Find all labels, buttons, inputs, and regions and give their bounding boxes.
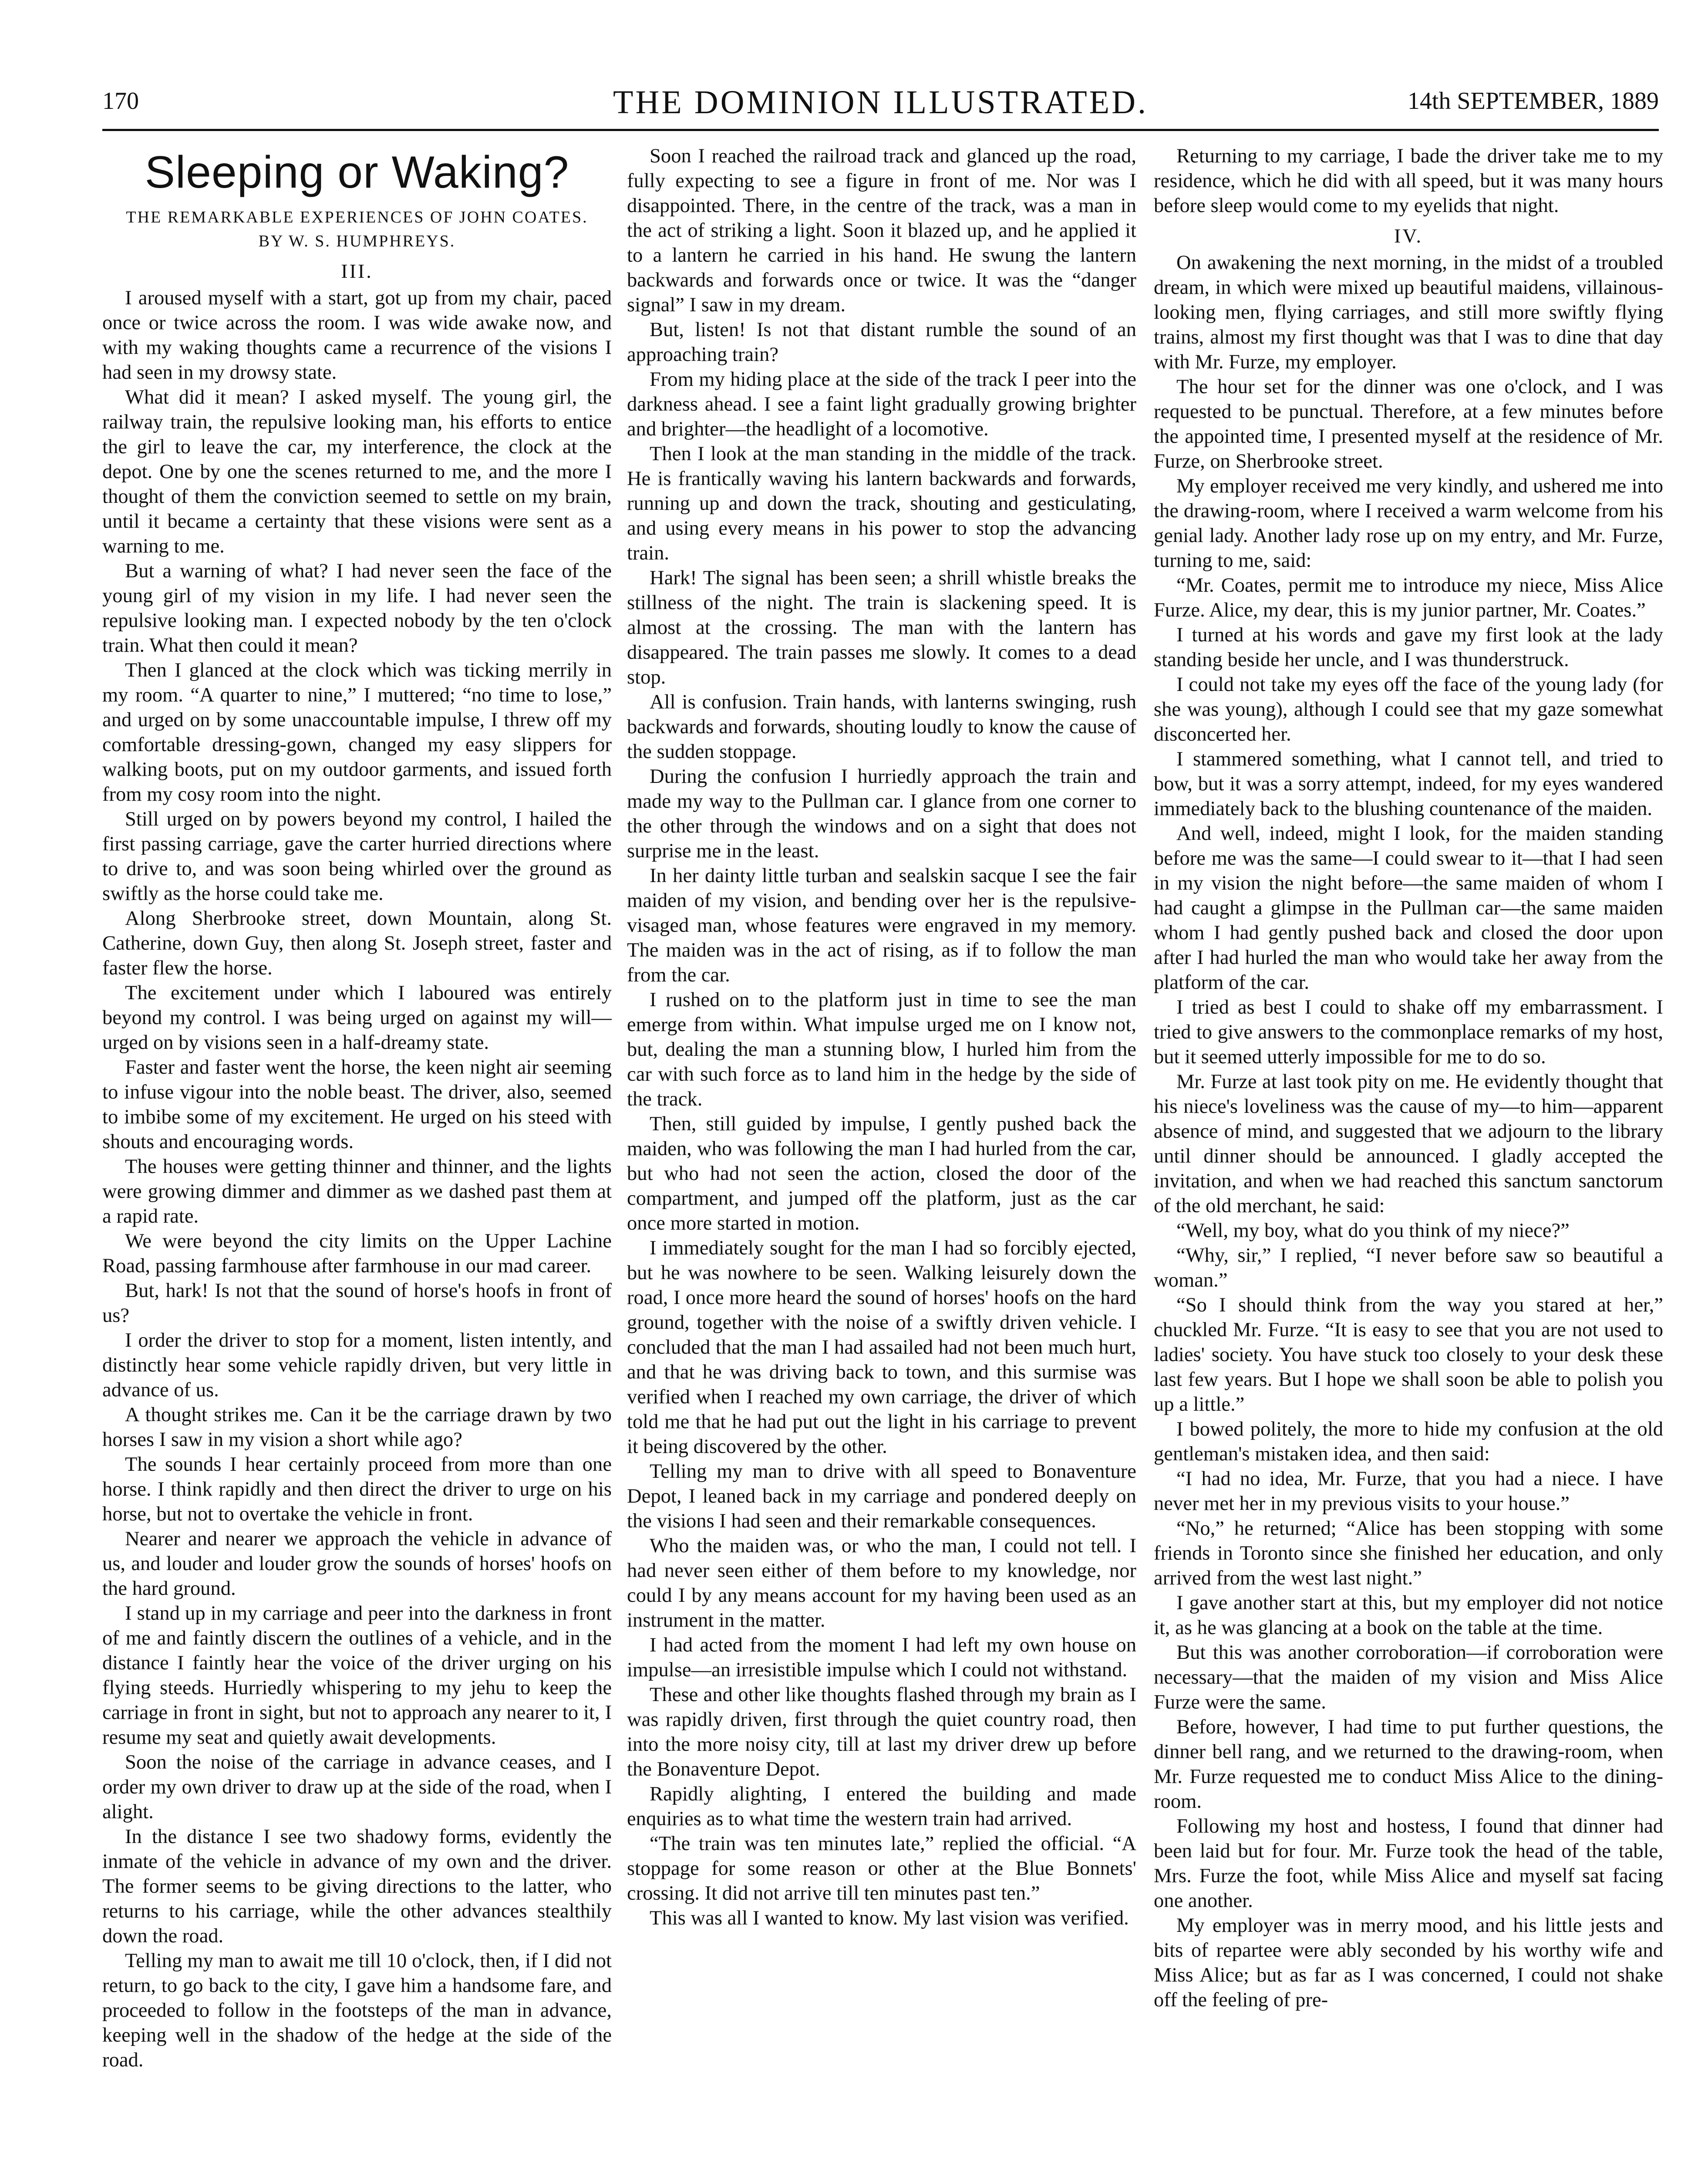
article-paragraph: Soon I reached the railroad track and glanced up the road, fully expecting to see a figure in front of me. Nor was I disappointed. There, in the centre of the track, was a man in the act of striking a light. Soon it blazed up, and he applied it to a lantern he carried in his hand. He swung the lantern backwards and forwards once or twice. It was the “danger signal” I saw in my dream. [627,145,1136,316]
article-paragraph: “Mr. Coates, permit me to introduce my niece, Miss Alice Furze. Alice, my dear, this is my junior partner, Mr. Coates.” [1154,574,1663,621]
article-paragraph: “Why, sir,” I replied, “I never before saw so beautiful a woman.” [1154,1244,1663,1291]
article-paragraph: Then I glanced at the clock which was ticking merrily in my room. “A quarter to nine,” I muttered; “no time to lose,” and urged on by some unaccountable impulse, I threw off my comfortable dressing-gown, changed my easy slippers for walking boots, put on my outdoor garments, and issued forth from my cosy room into the night. [102,659,612,805]
article-paragraph: What did it mean? I asked myself. The young girl, the railway train, the repulsive looking man, his efforts to entice the girl to leave the car, my interference, the clock at the depot. One by one the scenes returned to me, and the more I thought of them the conviction seemed to settle on my brain, until it became a certainty that these visions were sent as a warning to me. [102,386,612,557]
column-3 [1154,144,1663,2177]
article-paragraph: But, hark! Is not that the sound of horse's hoofs in front of us? [102,1279,612,1327]
article-paragraph: I turned at his words and gave my first look at the lady standing beside her uncle, and I was thunderstruck. [1154,623,1663,671]
article-paragraph: “Well, my boy, what do you think of my niece?” [1176,1219,1570,1242]
article-paragraph: Nearer and nearer we approach the vehicle in advance of us, and louder and louder grow the sounds of horses' hoofs on the hard ground. [102,1527,612,1600]
article-paragraph: And well, indeed, might I look, for the maiden standing before me was the same—I could swear to it—that I had seen in my vision the night before—the same maiden of whom I had caught a glimpse in the Pullman car—the same maiden whom I had gently pushed back and closed the door upon after I had hurled the man who would take her away from the platform of the car. [1154,822,1663,994]
article-title: Sleeping or Waking? [145,147,569,198]
article-paragraph: In her dainty little turban and sealskin sacque I see the fair maiden of my vision, and bending over her is the repulsive-visaged man, whose features were engraved in my memory. The maiden was in the act of rising, as if to follow the man from the car. [627,864,1136,986]
article-paragraph: The houses were getting thinner and thinner, and the lights were growing dimmer and dimmer as we dashed past them at a rapid rate. [102,1155,612,1227]
article-paragraph: Then, still guided by impulse, I gently pushed back the maiden, who was following the man I had hurled from the car, but who had not seen the action, closed the door of the compartment, and jumped off the platform, just as the car once more started in motion. [627,1112,1136,1234]
article-paragraph: I order the driver to stop for a moment, listen intently, and distinctly hear some vehicle rapidly driven, but very little in advance of us. [102,1329,612,1401]
article-paragraph: I aroused myself with a start, got up from my chair, paced once or twice across the room. I was wide awake now, and with my waking thoughts came a recurrence of the visions I had seen in my drowsy state. [102,286,612,384]
article-paragraph: But, listen! Is not that distant rumble the sound of an approaching train? [627,318,1136,366]
article-paragraph: I tried as best I could to shake off my embarrassment. I tried to give answers to the commonplace remarks of my host, but it seemed utterly impossible for me to do so. [1154,996,1663,1068]
article-subtitle: THE REMARKABLE EXPERIENCES OF JOHN COATES. [126,208,588,226]
article-paragraph: Still urged on by powers beyond my control, I hailed the first passing carriage, gave the carter hurried directions where to drive to, and was soon being whirled over the ground as swiftly as the horse could take me. [102,808,612,905]
article-paragraph: But a warning of what? I had never seen the face of the young girl of my vision in my life. I had never seen the repulsive looking man. I expected nobody by the ten o'clock train. What then could it mean? [102,559,612,657]
article-paragraph: Soon the noise of the carriage in advance ceases, and I order my own driver to draw up at the side of the road, when I alight. [102,1751,612,1823]
article-paragraph: Before, however, I had time to put further questions, the dinner bell rang, and we returned to the drawing-room, when Mr. Furze requested me to conduct Miss Alice to the dining-room. [1154,1715,1663,1813]
article-paragraph: I stand up in my carriage and peer into the darkness in front of me and faintly discern the outlines of a vehicle, and in the distance I faintly hear the voice of the driver urging on his flying steeds. Hurriedly whispering to my jehu to keep the carriage in front in sight, but not to approach any nearer to it, I resume my seat and quietly await developments. [102,1602,612,1749]
article-paragraph: I bowed politely, the more to hide my confusion at the old gentleman's mistaken idea, and then said: [1154,1418,1663,1465]
column-2 [627,144,1136,2177]
article-paragraph: In the distance I see two shadowy forms, evidently the inmate of the vehicle in advance of my own and the driver. The former seems to be giving directions to the latter, who returns to his carriage, while the other advances stealthily down the road. [102,1825,612,1947]
paragraphs-col1 [102,286,612,2073]
article-paragraph: During the confusion I hurriedly approach the train and made my way to the Pullman car. I glance from one corner to the other through the windows and on a sight that does not surprise me in the least. [627,765,1136,862]
paragraphs-col3-top [1154,144,1663,218]
article-paragraph: Then I look at the man standing in the middle of the track. He is frantically waving his lantern backwards and forwards, running up and down the track, shouting and gesticulating, and using every means in his power to stop the advancing train. [627,442,1136,564]
article-paragraph: Who the maiden was, or who the man, I could not tell. I had never seen either of them before to my knowledge, nor could I by any means account for my having been used as an instrument in the matter. [627,1534,1136,1631]
article-paragraph: These and other like thoughts flashed through my brain as I was rapidly driven, first through the quiet country road, then into the more noisy city, till at last my driver drew up before the Bonaventure Depot. [627,1683,1136,1780]
article-paragraph: “The train was ten minutes late,” replied the official. “A stoppage for some reason or other at the Blue Bonnets' crossing. It did not arrive till ten minutes past ten.” [627,1832,1136,1904]
paragraphs-col2 [627,144,1136,1931]
article-paragraph: Telling my man to await me till 10 o'clock, then, if I did not return, to go back to the city, I gave him a handsome fare, and proceeded to follow in the footsteps of the man in advance, keeping well in the shadow of the hedge at the side of the road. [102,1949,612,2071]
masthead: THE DOMINION ILLUSTRATED. [613,84,1148,121]
article-paragraph: My employer was in merry mood, and his little jests and bits of repartee were ably seconded by his worthy wife and Miss Alice; but as far as I was concerned, I could not shake off the feeling of pre- [1154,1914,1663,2011]
section-heading-iv: IV. [1394,225,1423,247]
article-paragraph: I rushed on to the platform just in time to see the man emerge from within. What impulse urged me on I know not, but, dealing the man a stunning blow, I hurled him from the car with such force as to land him in the hedge by the side of the track. [627,988,1136,1110]
article-paragraph: I gave another start at this, but my employer did not notice it, as he was glancing at a book on the table at the time. [1154,1591,1663,1639]
article-paragraph: But this was another corroboration—if corroboration were necessary—that the maiden of my vision and Miss Alice Furze were the same. [1154,1641,1663,1713]
header-rule [102,129,1659,131]
article-paragraph: The sounds I hear certainly proceed from more than one horse. I think rapidly and then direct the driver to urge on his horse, but not to overtake the vehicle in front. [102,1453,612,1525]
page-number: 170 [102,88,139,115]
article-paragraph: All is confusion. Train hands, with lanterns swinging, rush backwards and forwards, shouting loudly to know the cause of the sudden stoppage. [627,691,1136,763]
article-paragraph: Rapidly alighting, I entered the building and made enquiries as to what time the western train had arrived. [627,1783,1136,1830]
article-paragraph: Along Sherbrooke street, down Mountain, along St. Catherine, down Guy, then along St. Joseph street, faster and faster flew the horse. [102,907,612,979]
article-paragraph: Faster and faster went the horse, the keen night air seeming to infuse vigour into the noble beast. The driver, also, seemed to imbibe some of my excitement. He urged on his steed with shouts and encouraging words. [102,1056,612,1153]
page-header [102,84,1659,126]
paragraphs-col3 [1154,250,1663,2012]
article-paragraph: Returning to my carriage, I bade the driver take me to my residence, which he did with all speed, but it was many hours before sleep would come to my eyelids that night. [1154,145,1663,217]
article-paragraph: “No,” he returned; “Alice has been stopping with some friends in Toronto since she finished her education, and only arrived from the west last night.” [1154,1517,1663,1589]
article-paragraph: “So I should think from the way you stared at her,” chuckled Mr. Furze. “It is easy to see that you are not used to ladies' society. You have stuck too closely to your desk these last few years. But I hope we shall soon be able to polish you up a little.” [1154,1294,1663,1415]
article-paragraph: We were beyond the city limits on the Upper Lachine Road, passing farmhouse after farmhouse in our mad career. [102,1230,612,1277]
article-paragraph: On awakening the next morning, in the midst of a troubled dream, in which were mixed up beautiful maidens, villainous-looking men, flying carriages, and still more swiftly flying trains, almost my first thought was that I was to dine that day with Mr. Furze, my employer. [1154,251,1663,373]
article-paragraph: I had acted from the moment I had left my own house on impulse—an irresistible impulse which I could not withstand. [627,1634,1136,1681]
article-paragraph: I could not take my eyes off the face of the young lady (for she was young), although I could see that my gaze somewhat disconcerted her. [1154,673,1663,745]
article-paragraph: “I had no idea, Mr. Furze, that you had a niece. I have never met her in my previous visits to your house.” [1154,1467,1663,1515]
article-byline: BY W. S. HUMPHREYS. [258,232,456,250]
section-heading-iii: III. [341,260,373,282]
article-paragraph: I immediately sought for the man I had so forcibly ejected, but he was nowhere to be seen. Walking leisurely down the road, I once more heard the sound of horses' hoofs on the hard ground, together with the noise of a swiftly driven vehicle. I concluded that the man I had assailed had not been much hurt, and that he was driving back to town, and this surmise was verified when I reached my own carriage, the driver of which told me that he had put out the light in his carriage to prevent it being discovered by the other. [627,1237,1136,1458]
article-paragraph: This was all I wanted to know. My last vision was verified. [650,1907,1129,1929]
article-paragraph: Following my host and hostess, I found that dinner had been laid but for four. Mr. Furze took the head of the table, Mrs. Furze the foot, while Miss Alice and myself sat facing one another. [1154,1815,1663,1912]
article-paragraph: My employer received me very kindly, and ushered me into the drawing-room, where I received a warm welcome from his genial lady. Another lady rose up on my entry, and Mr. Furze, turning to me, said: [1154,475,1663,572]
issue-date: 14th SEPTEMBER, 1889 [1407,88,1659,115]
article-paragraph: A thought strikes me. Can it be the carriage drawn by two horses I saw in my vision a short while ago? [102,1403,612,1451]
article-paragraph: From my hiding place at the side of the track I peer into the darkness ahead. I see a faint light gradually growing brighter and brighter—the headlight of a locomotive. [627,368,1136,440]
article-paragraph: Hark! The signal has been seen; a shrill whistle breaks the stillness of the night. The train is slackening speed. It is almost at the crossing. The man with the lantern has disappeared. The train passes me slowly. It comes to a dead stop. [627,566,1136,688]
article-paragraph: I stammered something, what I cannot tell, and tried to bow, but it was a sorry attempt, indeed, for my eyes wandered immediately back to the blushing countenance of the maiden. [1154,748,1663,820]
article-paragraph: The excitement under which I laboured was entirely beyond my control. I was being urged on against my will—urged on by visions seen in a half-dreamy state. [102,981,612,1054]
article-paragraph: The hour set for the dinner was one o'clock, and I was requested to be punctual. Therefore, at a few minutes before the appointed time, I presented myself at the residence of Mr. Furze, on Sherbrooke street. [1154,375,1663,472]
article-paragraph: Telling my man to drive with all speed to Bonaventure Depot, I leaned back in my carriage and pondered deeply on the visions I had seen and their remarkable consequences. [627,1460,1136,1532]
article-paragraph: Mr. Furze at last took pity on me. He evidently thought that his niece's loveliness was the cause of my—to him—apparent absence of mind, and suggested that we adjourn to the library until dinner should be announced. I gladly accepted the invitation, and when we had reached this sanctum sanctorum of the old merchant, he said: [1154,1070,1663,1217]
column-1 [102,144,612,2177]
